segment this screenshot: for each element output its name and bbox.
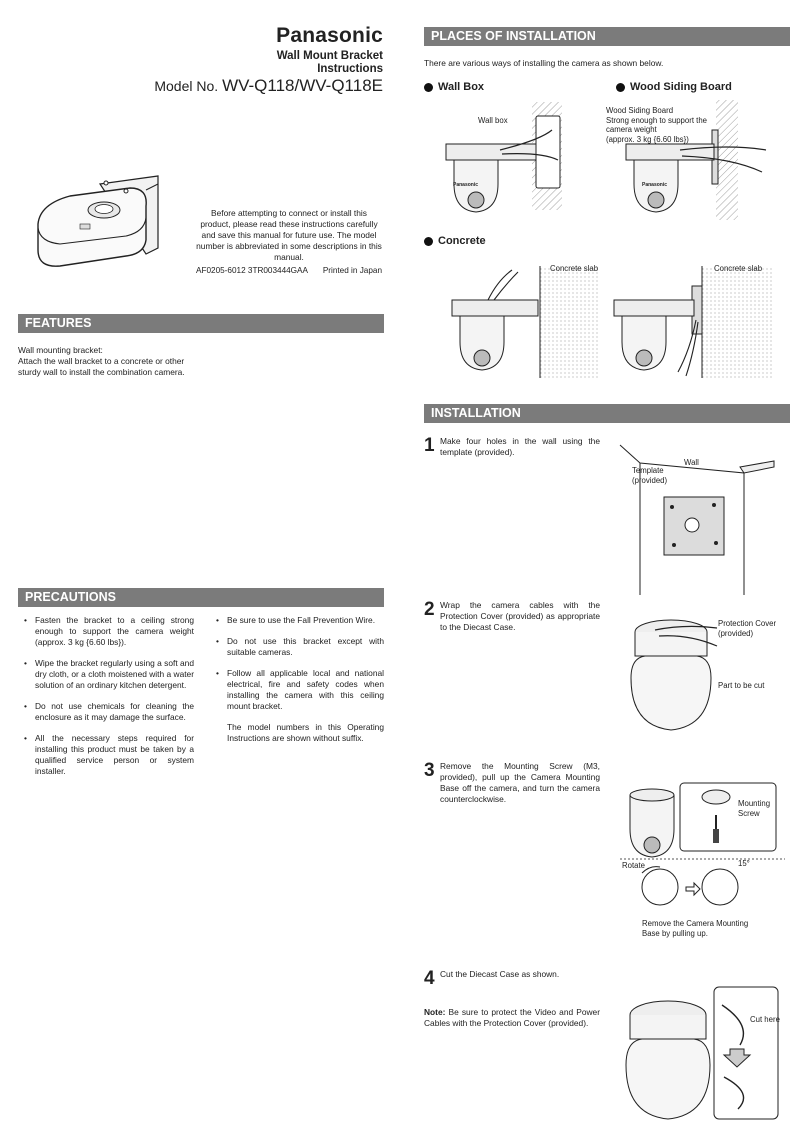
bullet-dot-icon [616,83,625,92]
fig3-angle-label: 15° [738,859,750,868]
concrete-slab-label-2: Concrete slab [714,264,763,273]
fig2-cover-label [718,619,776,638]
wall-box-subheading [424,81,484,93]
step-2-number: 2 [424,599,435,620]
concrete-subheading [424,235,486,247]
wood-label-line1: Wood Siding Board [606,106,674,115]
fig3-remove-label [642,919,748,938]
step-4-text: Cut the Diecast Case as shown. [440,969,560,979]
wall-box-title: Wall Box [438,81,485,93]
bullet-dot-icon [424,83,433,92]
places-intro: There are various ways of installing the camera as shown below. [424,58,664,68]
fig1-wall-label: Wall [684,458,699,467]
wood-label-line3: camera weight [606,125,657,134]
step-1-text: Make four holes in the wall using the template (provided). [440,436,600,457]
fig1-template-line2: (provided) [632,475,668,485]
camera-brand-label-2: Panasonic [642,182,668,188]
doc-code: AF0205-6012 3TR003444GAA [196,266,308,275]
fig2-cover-line2: (provided) [718,628,754,638]
diecast-cut-figure [622,985,782,1125]
precautions-heading: PRECAUTIONS [18,588,384,607]
wood-siding-subheading [616,81,732,93]
fig3-rotate-label: Rotate [622,861,645,870]
features-body [18,345,198,378]
fig3-remove-line2: Base by pulling up. [642,928,708,938]
precaution-item: • Do not use this bracket except with suitable cameras. [214,636,384,658]
precautions-right [214,615,384,744]
step-3-number: 3 [424,760,435,781]
wall-bracket-illustration [30,170,190,280]
doc-codes [196,266,382,275]
doc-title-line2: Instructions [317,63,383,75]
wood-siding-title: Wood Siding Board [630,81,732,93]
concrete-figure-2 [610,260,780,385]
step-4-number: 4 [424,968,435,989]
precautions-left [22,615,194,787]
wall-box-figure [440,100,580,220]
places-heading: PLACES OF INSTALLATION [424,27,790,46]
installation-heading: INSTALLATION [424,404,790,423]
concrete-slab-label-1: Concrete slab [550,264,599,273]
wall-box-label: Wall box [478,116,508,125]
features-line2: Attach the wall bracket to a concrete or other sturdy wall to install the combination camera. [18,356,185,377]
fig2-cut-label: Part to be cut [718,681,765,690]
concrete-title: Concrete [438,235,486,247]
concrete-figure-1 [448,260,598,385]
features-line1: Wall mounting bracket: [18,345,103,355]
doc-title-line1: Wall Mount Bracket [276,50,383,62]
fig1-template-line1: Template [632,466,664,475]
camera-brand-label: Panasonic [453,182,479,188]
precaution-item: • Wipe the bracket regularly using a soft and dry cloth, or a cloth moistened with a water solution of an ordinary kitchen detergent. [22,658,194,691]
model-prefix: Model No. [154,78,219,94]
bullet-dot-icon [424,237,433,246]
printed-in: Printed in Japan [322,266,382,275]
wood-label-line4: (approx. 3 kg {6.60 lbs}) [606,134,689,144]
step-3-text: Remove the Mounting Screw (M3, provided), pull up the Camera Mounting Base off the camera, and turn the camera counterclockwise. [440,761,600,804]
precaution-item: • Follow all applicable local and national electrical, fire and safety codes when installing the camera with this ceiling mount bracket. [214,668,384,712]
fig4-cut-label: Cut here [750,1015,780,1024]
model-number: WV-Q118/WV-Q118E [222,76,383,95]
features-heading: FEATURES [18,314,384,333]
protection-cover-figure [625,608,725,738]
step-2-text: Wrap the camera cables with the Protection Cover (provided) as appropriate to the Diecast Case. [440,600,600,632]
note-text: Be sure to protect the Video and Power Cables with the Protection Cover (provided). [424,1007,600,1028]
step-1-number: 1 [424,435,435,456]
precaution-item: • All the necessary steps required for installing this product must be taken by a qualified service person or system installer. [22,733,194,777]
fig2-cover-line1: Protection Cover [718,619,777,628]
precaution-item: • Fasten the bracket to a ceiling strong enough to support the camera weight (approx. 3 kg {6.60 lbs}). [22,615,194,648]
precaution-item: • Be sure to use the Fall Prevention Wire. [214,615,384,626]
fig3-remove-line1: Remove the Camera Mounting [642,919,749,928]
precaution-item: • Do not use chemicals for cleaning the enclosure as it may damage the surface. [22,701,194,723]
intro-text: Before attempting to connect or install this product, please read these instructions carefully and save this manual for future use. The model number is abbreviated in some descriptions in this manual. [196,208,382,262]
fig3-screw-line2: Screw [738,808,760,818]
wood-label-line2: Strong enough to support the [606,115,708,125]
precautions-note: The model numbers in this Operating Instructions are shown without suffix. [227,722,384,743]
fig1-template-label [632,466,667,485]
fig3-screw-line1: Mounting [738,799,771,808]
brand-logo: Panasonic [276,24,383,47]
step-4-note [424,1007,600,1029]
wood-siding-labels [606,106,707,144]
fig3-screw-label [738,799,770,818]
model-number-line [154,76,383,96]
note-label: Note: [424,1007,446,1017]
